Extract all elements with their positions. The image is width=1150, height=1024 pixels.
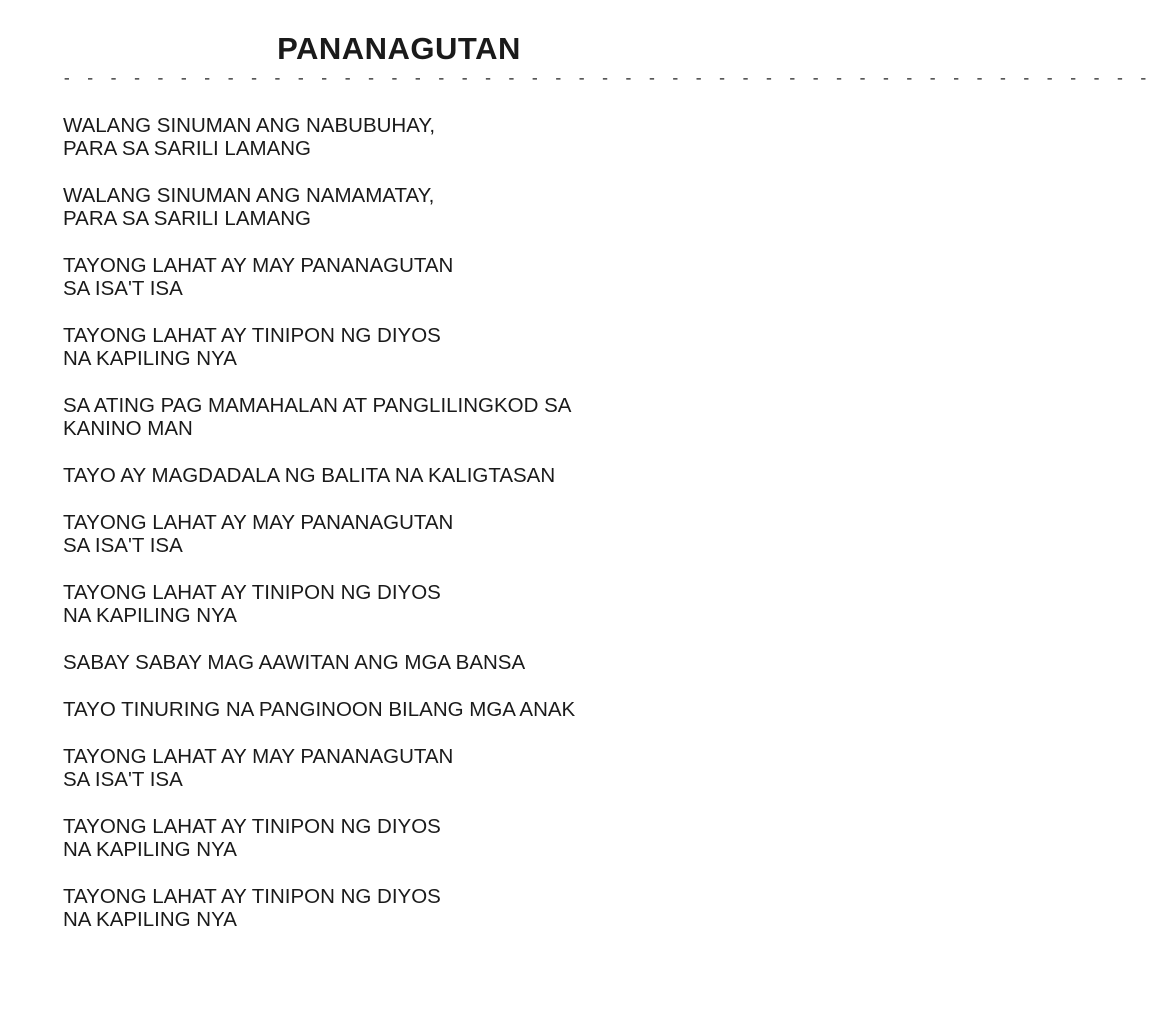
stanza <box>63 464 753 487</box>
stanza <box>63 394 753 440</box>
dashed-divider: - - - - - - - - - - - - - - - - - - - - - - - - - - - - - - - - - - - - - - - - - - - - - - - <box>62 70 1150 88</box>
stanza <box>63 324 753 370</box>
lyric-line: NA KAPILING NYA <box>63 838 237 861</box>
lyric-line: TAYONG LAHAT AY MAY PANANAGUTAN <box>63 745 454 768</box>
lyric-line: TAYONG LAHAT AY TINIPON NG DIYOS <box>63 815 441 838</box>
stanza <box>63 254 753 300</box>
lyric-line: SA ISA'T ISA <box>63 277 183 300</box>
lyric-line: KANINO MAN <box>63 417 193 440</box>
lyric-line: PARA SA SARILI LAMANG <box>63 207 311 230</box>
lyric-line: TAYONG LAHAT AY TINIPON NG DIYOS <box>63 885 441 908</box>
stanza <box>63 651 753 674</box>
stanza <box>63 511 753 557</box>
lyric-line: TAYONG LAHAT AY MAY PANANAGUTAN <box>63 511 454 534</box>
lyric-line: SA ISA'T ISA <box>63 768 183 791</box>
lyric-line: NA KAPILING NYA <box>63 347 237 370</box>
stanza <box>63 114 753 160</box>
lyric-line: PARA SA SARILI LAMANG <box>63 137 311 160</box>
lyrics-body <box>63 114 753 955</box>
stanza <box>63 745 753 791</box>
stanza <box>63 815 753 861</box>
lyric-line: SA ATING PAG MAMAHALAN AT PANGLILINGKOD SA <box>63 394 572 417</box>
lyric-line: TAYONG LAHAT AY TINIPON NG DIYOS <box>63 581 441 604</box>
lyric-line: TAYO TINURING NA PANGINOON BILANG MGA ANAK <box>63 698 576 721</box>
stanza <box>63 698 753 721</box>
lyric-line: SA ISA'T ISA <box>63 534 183 557</box>
lyric-line: TAYO AY MAGDADALA NG BALITA NA KALIGTASAN <box>63 464 556 487</box>
stanza <box>63 885 753 931</box>
lyric-line: NA KAPILING NYA <box>63 604 237 627</box>
lyric-line: SABAY SABAY MAG AAWITAN ANG MGA BANSA <box>63 651 526 674</box>
lyric-line: WALANG SINUMAN ANG NABUBUHAY, <box>63 114 436 137</box>
lyric-line: TAYONG LAHAT AY MAY PANANAGUTAN <box>63 254 454 277</box>
lyric-line: TAYONG LAHAT AY TINIPON NG DIYOS <box>63 324 441 347</box>
lyric-line: NA KAPILING NYA <box>63 908 237 931</box>
stanza <box>63 184 753 230</box>
lyric-line: WALANG SINUMAN ANG NAMAMATAY, <box>63 184 435 207</box>
song-title: PANANAGUTAN <box>277 31 521 66</box>
stanza <box>63 581 753 627</box>
